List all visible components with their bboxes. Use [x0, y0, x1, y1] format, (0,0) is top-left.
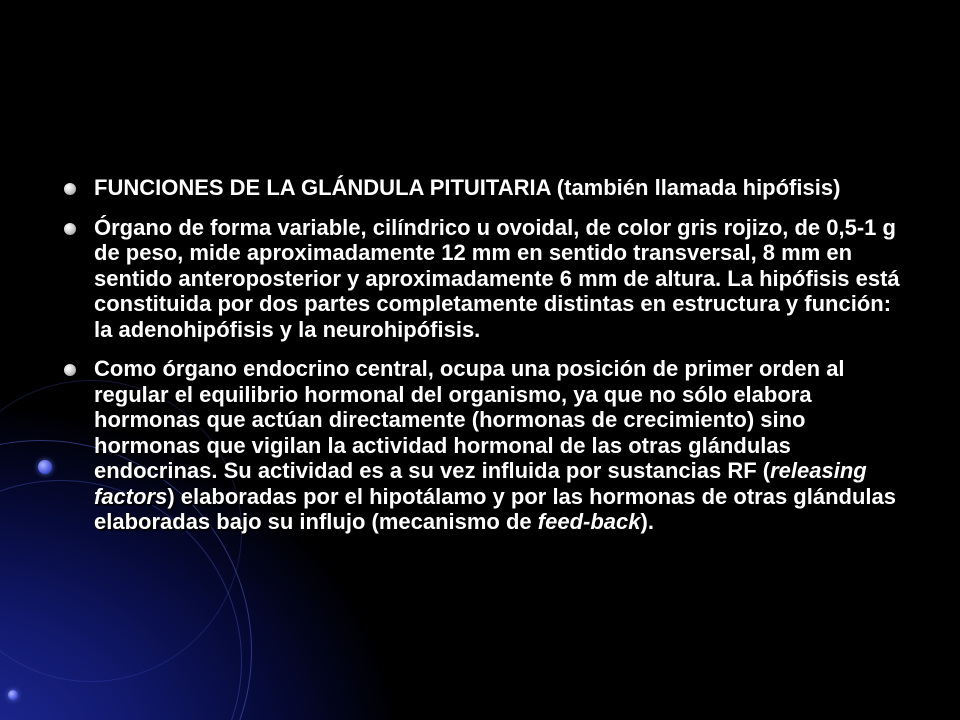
bullet-item-function: [60, 356, 908, 535]
bullet-text-run: ).: [640, 509, 654, 534]
bullet-text-run: Como órgano endocrino central, ocupa una posición de primer orden al regular el equilibrio hormonal del organismo, ya que no sólo elabora hormonas que actúan directamente (hormonas de crecimiento) sino hormonas que vigilan la actividad hormonal de las otras glándulas endocrinas. Su actividad es a su vez influida por sustancias RF (: [94, 356, 845, 483]
bullet-text-run: Órgano de forma variable, cilíndrico u ovoidal, de color gris rojizo, de 0,5-1 g de peso, mide aproximadamente 12 mm en sentido transversal, 8 mm en sentido anteroposterior y aproximadamente 6 mm de altura. La hipófisis está constituida por dos partes completamente distintas en estructura y función: la adenohipófisis y la neurohipófisis.: [94, 214, 900, 342]
decorative-dot: [38, 460, 52, 474]
decorative-dot: [8, 690, 18, 700]
bullet-text-run: FUNCIONES DE LA GLÁNDULA PITUITARIA (también llamada hipófisis): [94, 175, 841, 200]
bullet-item-description: [60, 215, 908, 343]
bullet-item-title: [60, 175, 908, 201]
bullet-text-run: y por las hormonas de otras glándulas elaboradas bajo su influjo (mecanismo de: [94, 483, 896, 534]
bullet-text-run: hipotálamo: [369, 483, 487, 509]
bullet-text: [94, 175, 908, 201]
bullet-text: [94, 215, 908, 343]
bullet-text-italic: feed-back: [537, 509, 641, 534]
bullet-icon: [64, 364, 76, 376]
bullet-icon: [64, 223, 76, 235]
bullet-text-run: ) elaboradas por el: [167, 483, 370, 509]
bullet-text: [94, 356, 908, 535]
bullet-icon: [64, 183, 76, 195]
bullet-text-italic: releasing factors: [94, 458, 867, 509]
bullet-list: [60, 175, 908, 549]
